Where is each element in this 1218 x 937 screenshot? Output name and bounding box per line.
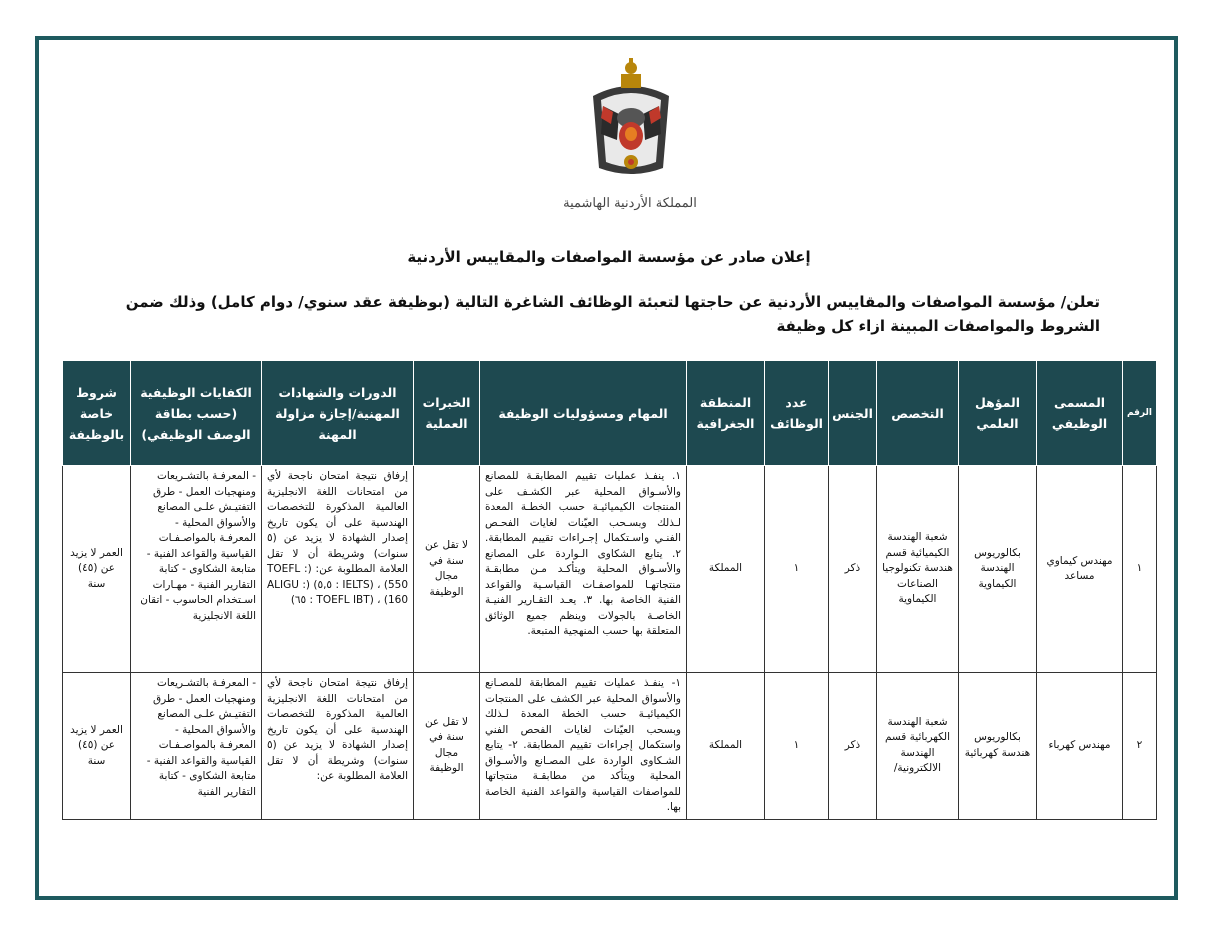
cell-count: ١ [765,673,829,820]
cell-qualification: بكالوريوس الهندسة الكيماوية [959,466,1037,673]
cell-gender: ذكر [829,466,877,673]
cell-courses: إرفاق نتيجة امتحان ناجحة لأي من امتحانات اللغة الانجليزية العالمية المذكورة للتخصصات الهندسية على أن يكون تاريخ إصدار الشهادة لا يزيد عن (٥ سنوات) وشريطة أن لا تقل العلامة المطلوبة عن: (TOEFL : 550) ، (IELTS : ٥,٥) (ALIGU : 160) ، (TOEFL IBT : ٦٥) [262,466,414,673]
cell-competencies: - المعرفـة بالتشـريعات ومنهجيات العمل - طرق التفتيـش علـى المصانع والأسواق المحلية - المعرفـة بالمواصـفـات القياسية والقواعد الفنية - متابعة الشكاوى - كتابة التقارير الفنية - مهـارات اسـتخدام الحاسوب - اتقان اللغة الانجليزية [131,466,262,673]
announcement-intro: تعلن/ مؤسسة المواصفات والمقاييس الأردنية عن حاجتها لتعبئة الوظائف الشاغرة التالية (بوظيفة عقد سنوي/ دوام كامل) وذلك ضمن الشروط والمواصفات المبينة ازاء كل وظيفة [125,293,1100,335]
cell-competencies: - المعرفـة بالتشـريعات ومنهجيات العمل - طرق التفتيـش علـى المصانع والأسواق المحلية - المعرفـة بالمواصـفـات القياسية والقواعد الفنية - متابعة الشكاوى - كتابة التقارير الفنية [131,673,262,820]
cell-region: المملكة [687,673,765,820]
cell-special: العمر لا يزيد عن (٤٥) سنة [63,673,131,820]
col-header-competencies: الكفايات الوظيفية (حسب بطاقة الوصف الوظيفي) [131,361,262,466]
cell-region: المملكة [687,466,765,673]
jobs-table [62,360,1157,820]
cell-specialization: شعبة الهندسة الكيميائية قسم هندسة تكنولوجيا الصناعات الكيماوية [877,466,959,673]
cell-count: ١ [765,466,829,673]
col-header-qualification: المؤهل العلمي [959,361,1037,466]
cell-courses: إرفاق نتيجة امتحان ناجحة لأي من امتحانات اللغة الانجليزية العالمية المذكورة للتخصصات الهندسية على أن يكون تاريخ إصدار الشهادة لا يزيد عن (٥ سنوات) وشريطة أن لا تقل العلامة المطلوبة عن: [262,673,414,820]
table-row [63,466,1157,673]
table-header-row [63,361,1157,466]
col-header-duties: المهام ومسؤوليات الوظيفة [480,361,687,466]
cell-title: مهندس كيماوي مساعد [1037,466,1123,673]
coat-of-arms-emblem [583,56,679,184]
cell-qualification: بكالوريوس هندسة كهربائية [959,673,1037,820]
col-header-gender: الجنس [829,361,877,466]
col-header-count: عدد الوظائف [765,361,829,466]
cell-special: العمر لا يزيد عن (٤٥) سنة [63,466,131,673]
col-header-title: المسمى الوظيفي [1037,361,1123,466]
cell-gender: ذكر [829,673,877,820]
col-header-experience: الخبرات العملية [414,361,480,466]
cell-duties: ١- ينفـذ عمليات تقييم المطابقة للمصـانع والأسواق المحلية عبر الكشف على المنتجات الكيميائيـة حسب الخطة المعدة لـذلك وبسحب العيّنات لغايات الفحص الفني واستكمال إجراءات تقييم المطابقة. ٢- يتابع الشـكاوى الواردة على المصـانع والأسـواق المحلية ويتأكد من مطابقـة منتجاتها للمواصفات القياسية والقواعد الفنية الخاصة بها. [480,673,687,820]
col-header-special: شروط خاصة بالوظيفة [63,361,131,466]
col-header-region: المنطقة الجغرافية [687,361,765,466]
cell-experience: لا تقل عن سنة في مجال الوظيفة [414,673,480,820]
col-header-specialization: التخصص [877,361,959,466]
cell-title: مهندس كهرباء [1037,673,1123,820]
cell-num: ١ [1123,466,1157,673]
cell-experience: لا تقل عن سنة في مجال الوظيفة [414,466,480,673]
col-header-num: الرقم [1123,361,1157,466]
cell-duties: ١. ينفـذ عمليات تقييم المطابقـة للمصانع والأسـواق المحلية عبر الكشـف على المنتجات الكيميائيـة حسب الخطـة المعدة لـذلك وبسـحب العيّنات لغايات الفحـص الفنـي واسـتكمال إجـراءات تقييم المطابقة. ٢. يتابع الشكاوى الـواردة على المصانع والأسـواق المحلية ويتأكـد مـن مطابقـة منتجاتهـا للمواصفـات القياسـية والقواعد الفنية الخاصة بها. ٣. يعـد التقـارير الفنيـة الخاصـة بالجولات وينظم جميع الوثائق المتعلقة بها حسب المنهجية المتبعة. [480,466,687,673]
col-header-courses: الدورات والشهادات المهنية/إجازة مزاولة المهنة [262,361,414,466]
announcement-heading: إعلان صادر عن مؤسسة المواصفات والمقاييس الأردنية [407,248,811,266]
cell-specialization: شعبة الهندسة الكهربائية قسم الهندسة الالكترونية/ [877,673,959,820]
kingdom-name: المملكة الأردنية الهاشمية [563,196,697,211]
cell-num: ٢ [1123,673,1157,820]
table-row [63,673,1157,820]
